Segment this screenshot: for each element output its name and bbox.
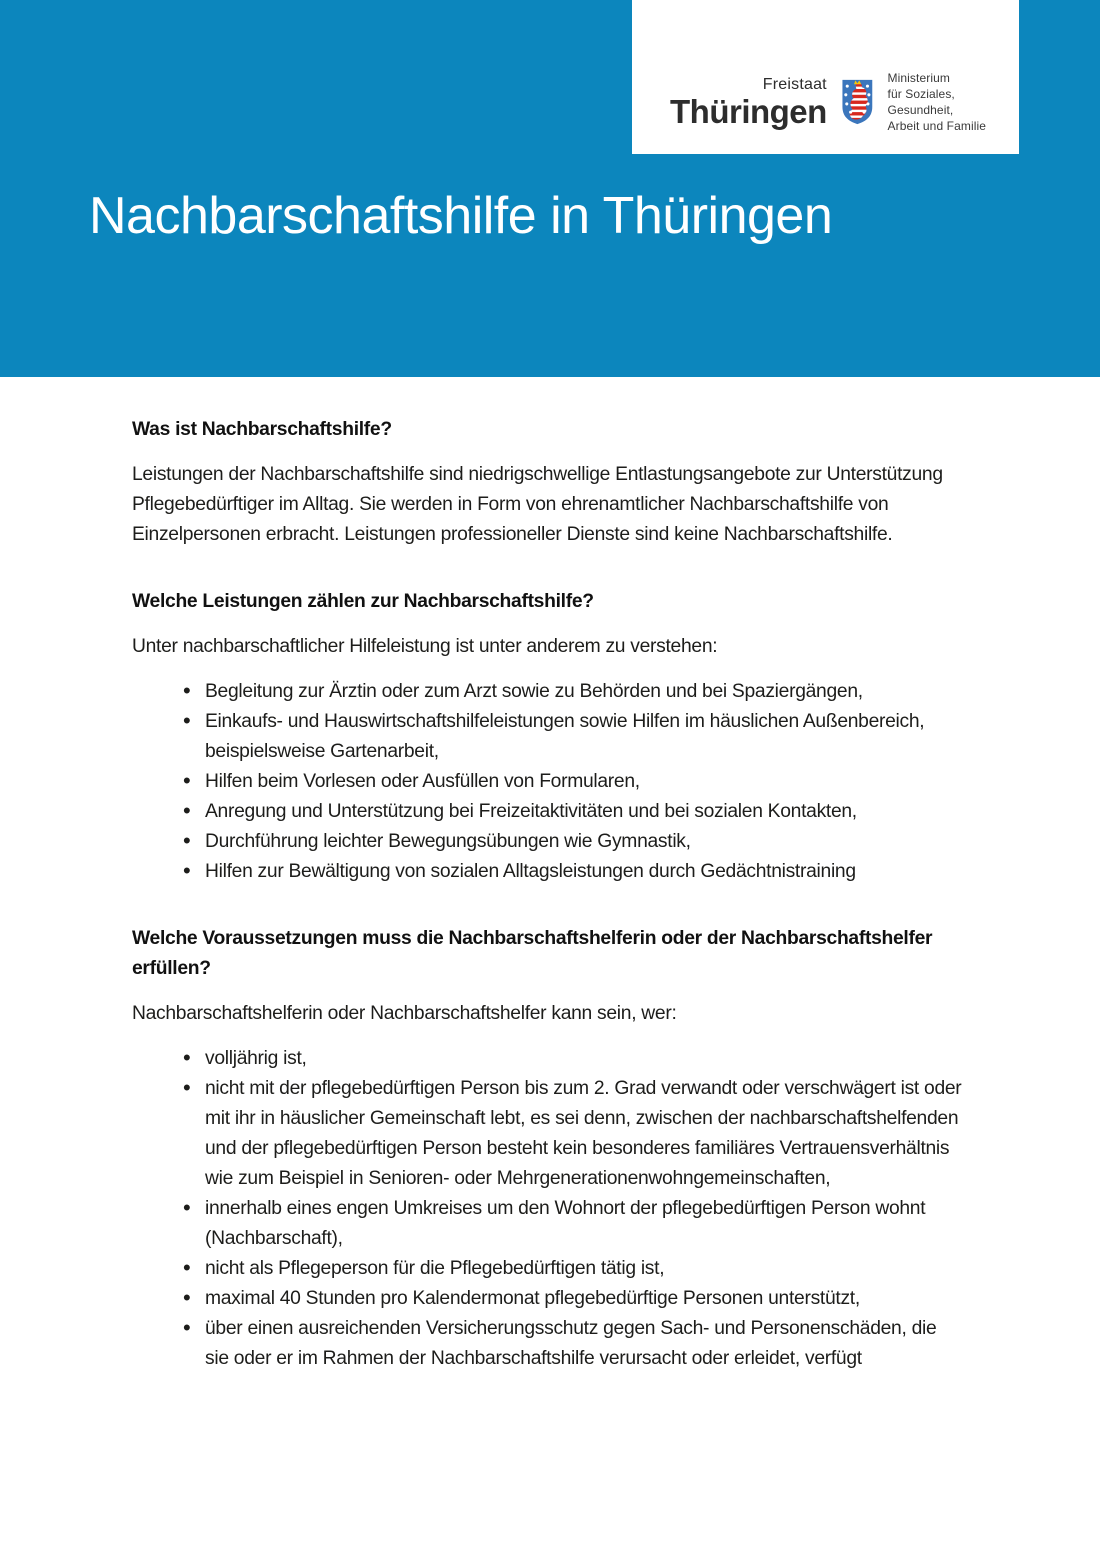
logo-row (670, 70, 1019, 134)
bullet-list-voraussetzungen (132, 1044, 962, 1374)
freistaat-thueringen-wordmark (670, 76, 827, 128)
list-item: • Einkaufs- und Hauswirtschaftshilfeleistungen sowie Hilfen im häuslichen Außenbereich, beispielsweise Gartenarbeit, (205, 707, 962, 767)
paragraph: Unter nachbarschaftlicher Hilfeleistung ist unter anderem zu verstehen: (132, 636, 718, 657)
section-heading: Was ist Nachbarschaftshilfe? (132, 419, 392, 440)
hero-banner (0, 0, 1100, 377)
list-item: • innerhalb eines engen Umkreises um den Wohnort der pflegebedürftigen Person wohnt (Nachbarschaft), (205, 1194, 962, 1254)
list-item: • Hilfen beim Vorlesen oder Ausfüllen von Formularen, (205, 767, 962, 797)
list-item: • Hilfen zur Bewältigung von sozialen Alltagsleistungen durch Gedächtnistraining (205, 857, 962, 887)
list-item: • nicht mit der pflegebedürftigen Person bis zum 2. Grad verwandt oder verschwägert ist oder mit ihr in häuslicher Gemeinschaft lebt, es sei denn, zwischen der nachbarschaftshelfenden und der pflegebedürftigen Person besteht kein besonderes familiäres Vertrauensverhältnis wie zum Beispiel in Senioren- oder Mehrgenerationenwohngemeinschaften, (205, 1074, 962, 1194)
section-welche-leistungen (132, 587, 962, 887)
thueringen-coat-of-arms-icon (841, 78, 874, 126)
paragraph: Nachbarschaftshelferin oder Nachbarschaftshelfer kann sein, wer: (132, 1003, 677, 1024)
section-voraussetzungen (132, 924, 962, 1374)
list-item: • Begleitung zur Ärztin oder zum Arzt sowie zu Behörden und bei Spaziergängen, (205, 677, 962, 707)
section-heading: Welche Leistungen zählen zur Nachbarschaftshilfe? (132, 591, 594, 612)
list-item: • maximal 40 Stunden pro Kalendermonat pflegebedürftige Personen unterstützt, (205, 1284, 962, 1314)
logo-card (632, 0, 1019, 154)
ministry-line-2: für Soziales, Gesundheit, (887, 87, 955, 117)
list-item: • nicht als Pflegeperson für die Pflegebedürftigen tätig ist, (205, 1254, 962, 1284)
logo-freistaat-text: Freistaat (762, 76, 827, 93)
page-title: Nachbarschaftshilfe in Thüringen (89, 187, 833, 245)
ministry-line-3: Arbeit und Familie (887, 119, 987, 133)
list-item: • volljährig ist, (205, 1044, 962, 1074)
ministry-line-1: Ministerium (887, 71, 950, 85)
list-item: • über einen ausreichenden Versicherungsschutz gegen Sach- und Personenschäden, die sie oder er im Rahmen der Nachbarschaftshilfe verursacht oder erleidet, verfügt (205, 1314, 962, 1374)
ministry-name (888, 70, 1019, 134)
section-heading: Welche Voraussetzungen muss die Nachbarschaftshelferin oder der Nachbarschaftshelfer erfüllen? (132, 928, 933, 979)
list-item: • Durchführung leichter Bewegungsübungen wie Gymnastik, (205, 827, 962, 857)
document-body (132, 377, 962, 1389)
bullet-list-leistungen (132, 677, 962, 887)
logo-thueringen-text: Thüringen (670, 93, 827, 130)
paragraph: Leistungen der Nachbarschaftshilfe sind niedrigschwellige Entlastungsangebote zur Unterstützung Pflegebedürftiger im Alltag. Sie werden in Form von ehrenamtlicher Nachbarschaftshilfe von Einzelpersonen erbracht. Leistungen professioneller Dienste sind keine Nachbarschaftshilfe. (132, 464, 943, 545)
section-was-ist-nachbarschaftshilfe (132, 415, 962, 550)
list-item: • Anregung und Unterstützung bei Freizeitaktivitäten und bei sozialen Kontakten, (205, 797, 962, 827)
